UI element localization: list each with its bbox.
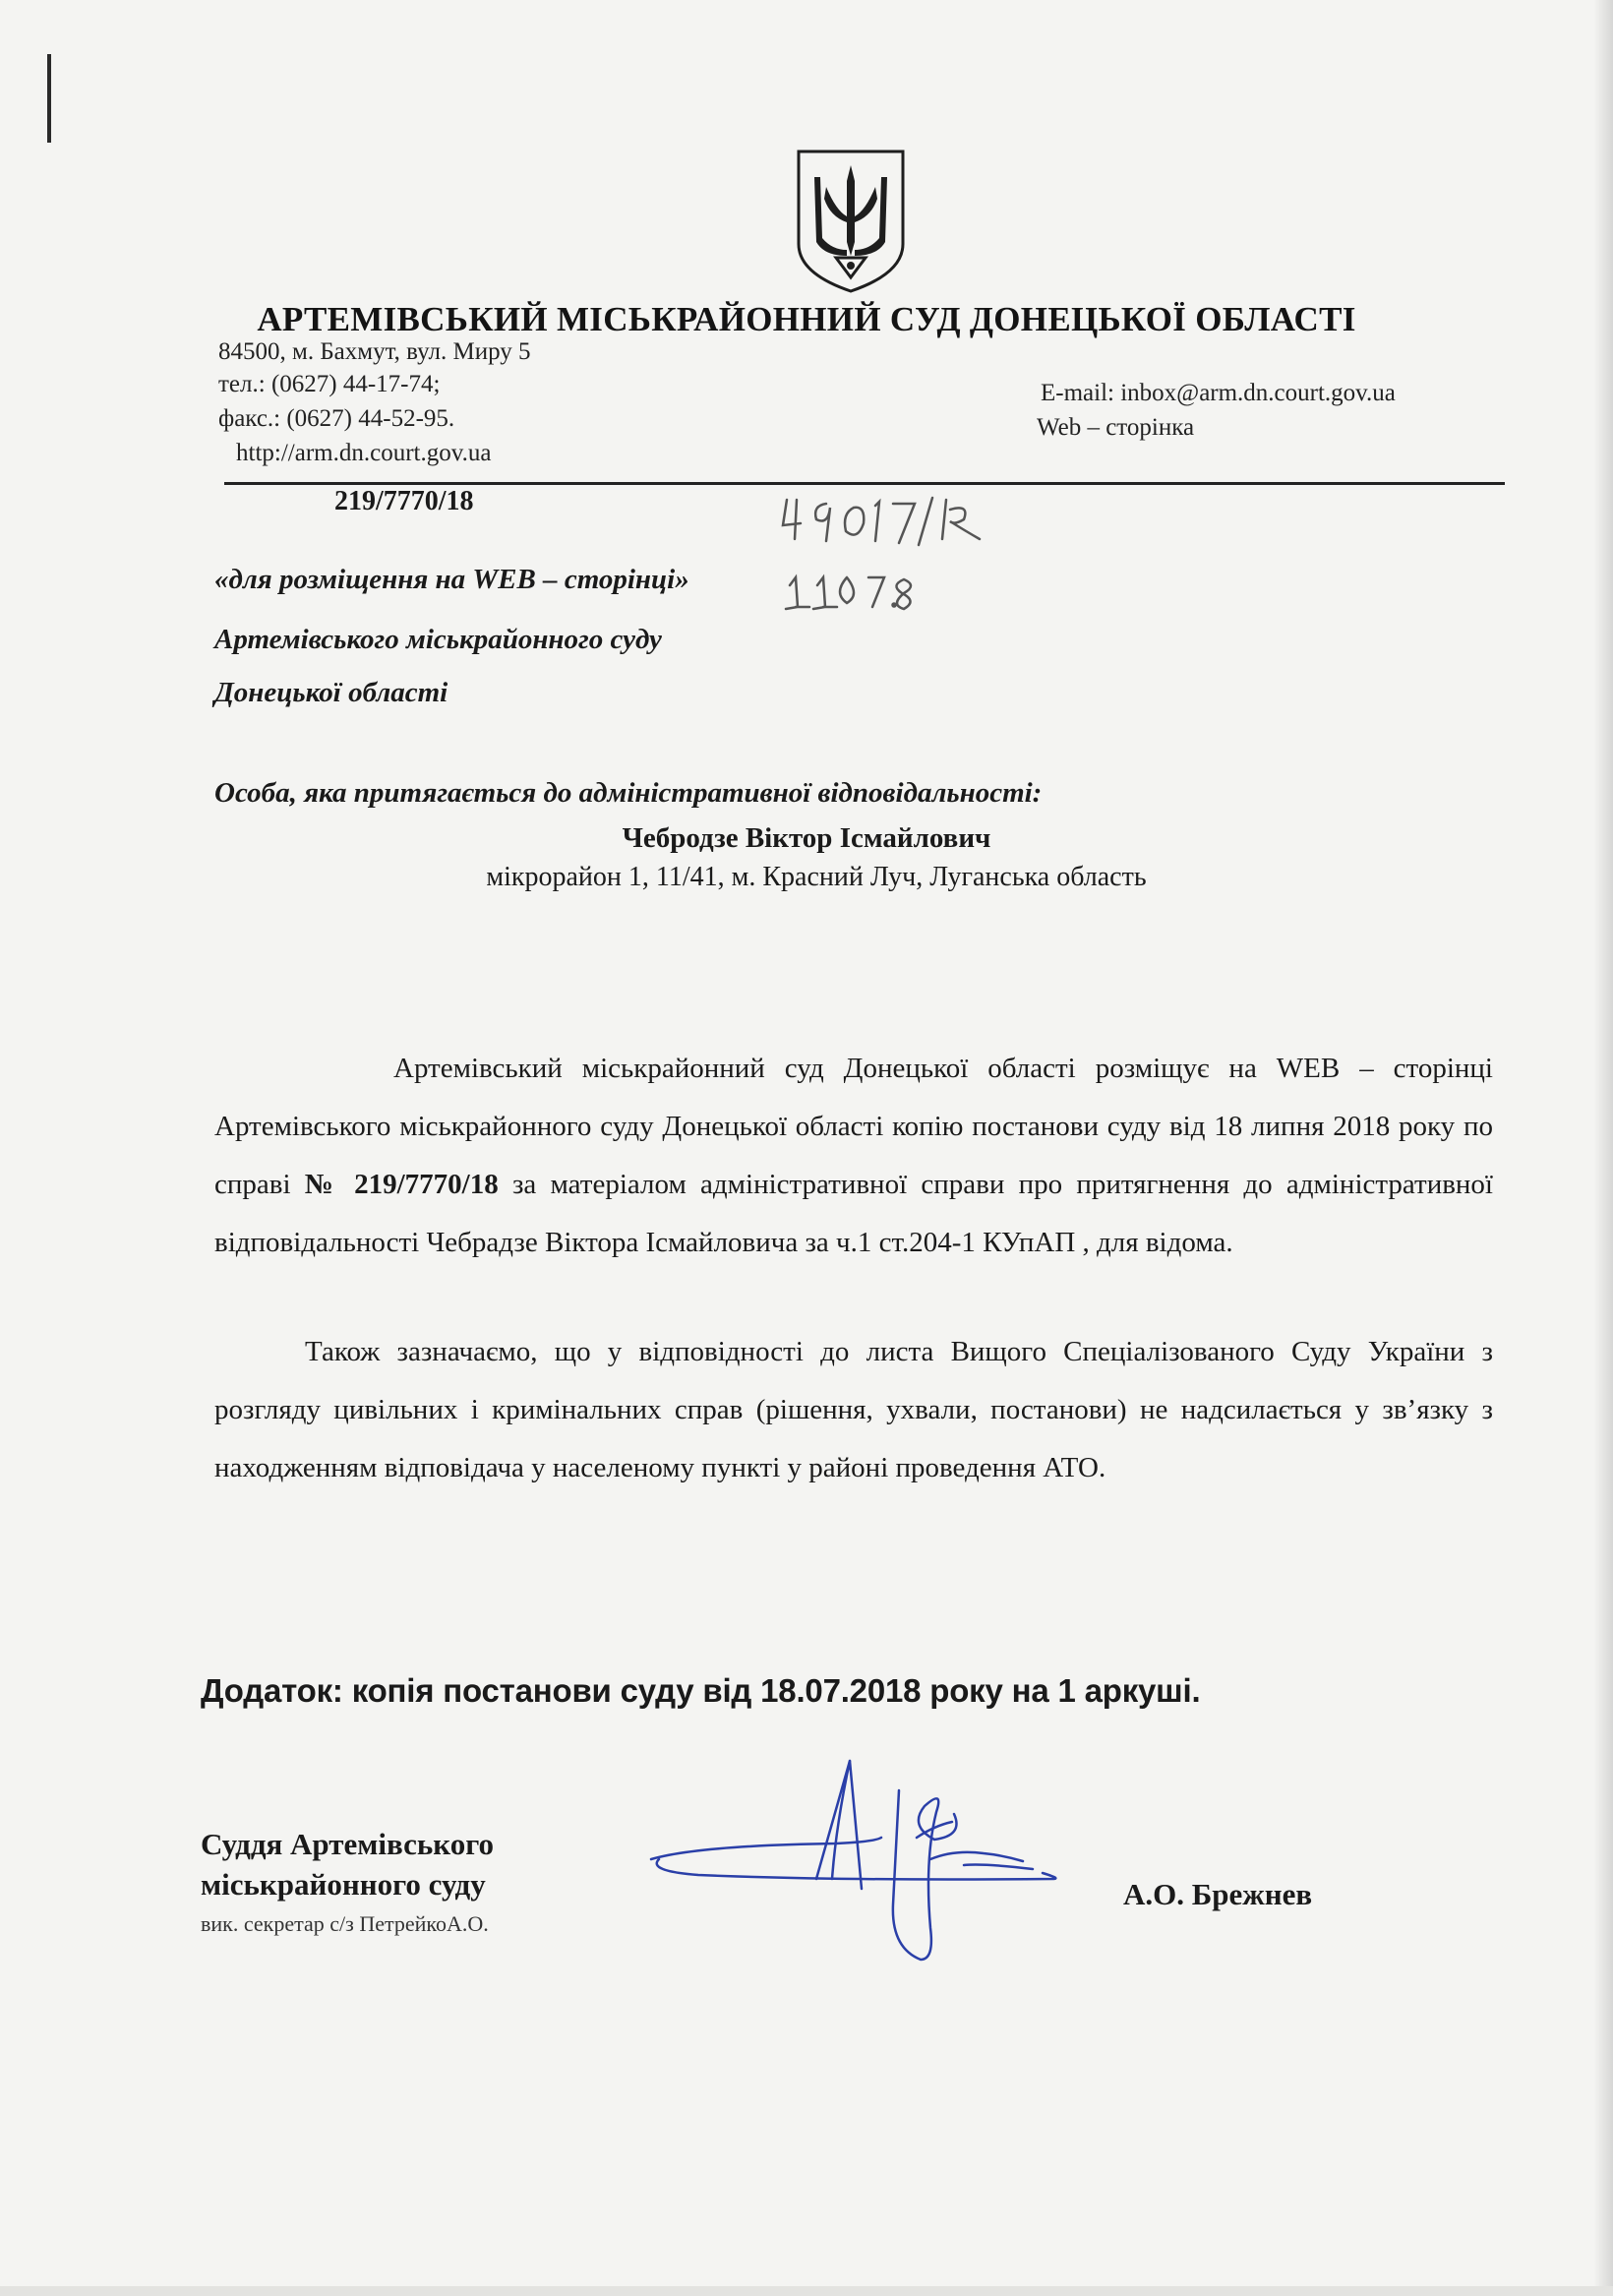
court-phone: тел.: (0627) 44-17-74; (218, 371, 441, 397)
handwritten-registration-number (777, 480, 1013, 549)
court-title: АРТЕМІВСЬКИЙ МІСЬКРАЙОННИЙ СУД ДОНЕЦЬКОЇ ОБЛАСТІ (257, 300, 1356, 338)
court-address: 84500, м. Бахмут, вул. Миру 5 (218, 338, 531, 365)
judge-name: А.О. Брежнев (1123, 1877, 1313, 1911)
recipient-line-2: Артемівського міськрайонного суду (214, 624, 662, 655)
handwritten-signature (639, 1731, 1082, 1977)
coat-of-arms-icon (793, 148, 909, 295)
page-bottom-edge (0, 2286, 1613, 2296)
subject-label: Особа, яка притягається до адміністративної відповідальності: (214, 777, 1043, 809)
body-paragraph-1 (214, 1040, 1493, 1272)
court-fax: факс.: (0627) 44-52-95. (218, 405, 455, 432)
judge-title-line-1: Суддя Артемівського (201, 1827, 495, 1861)
court-website: http://arm.dn.court.gov.ua (236, 440, 492, 466)
subject-address: мікрорайон 1, 11/41, м. Красний Луч, Луганська область (486, 862, 1147, 892)
handwritten-date (782, 556, 993, 615)
page-edge-shadow (1593, 0, 1613, 2296)
recipient-line-1: «для розміщення на WEB – сторінці» (214, 564, 689, 595)
scan-margin-mark (47, 54, 51, 143)
body-paragraph-1-start: Артемівський міськрайонний суд Донецької області розміщує на WEB – сторінці Артемівського міськрайонного суду Донецької області копію постанови суду від 18 липня 2018 року по справі (214, 1053, 1493, 1200)
court-email: E-mail: inbox@arm.dn.court.gov.ua (1041, 380, 1396, 406)
subject-name: Чебродзе Віктор Ісмайлович (622, 822, 991, 854)
body-paragraph-1-end: за матеріалом адміністративної справи про притягнення до адміністративної відповідальності Чебрадзе Віктора Ісмайловича за ч.1 ст.204-1 КУпАП , для відома. (214, 1169, 1493, 1258)
body-paragraph-2: Також зазначаємо, що у відповідності до листа Вищого Спеціалізованого Суду України з розгляду цивільних і кримінальних справ (рішення, ухвали, постанови) не надсилається у зв’язку з находженням відповідача у населеному пункті у районі проведення АТО. (214, 1336, 1493, 1483)
recipient-line-3: Донецької області (214, 677, 448, 708)
attachment-note: Додаток: копія постанови суду від 18.07.2018 року на 1 аркуші. (201, 1672, 1201, 1709)
secretary-note: вик. секретар с/з ПетрейкоА.О. (201, 1911, 489, 1936)
judge-title-line-2: міськрайонного суду (201, 1867, 486, 1902)
body-case-reference: № 219/7770/18 (304, 1169, 499, 1200)
web-page-label: Web – сторінка (1037, 414, 1195, 441)
case-number: 219/7770/18 (334, 486, 474, 516)
